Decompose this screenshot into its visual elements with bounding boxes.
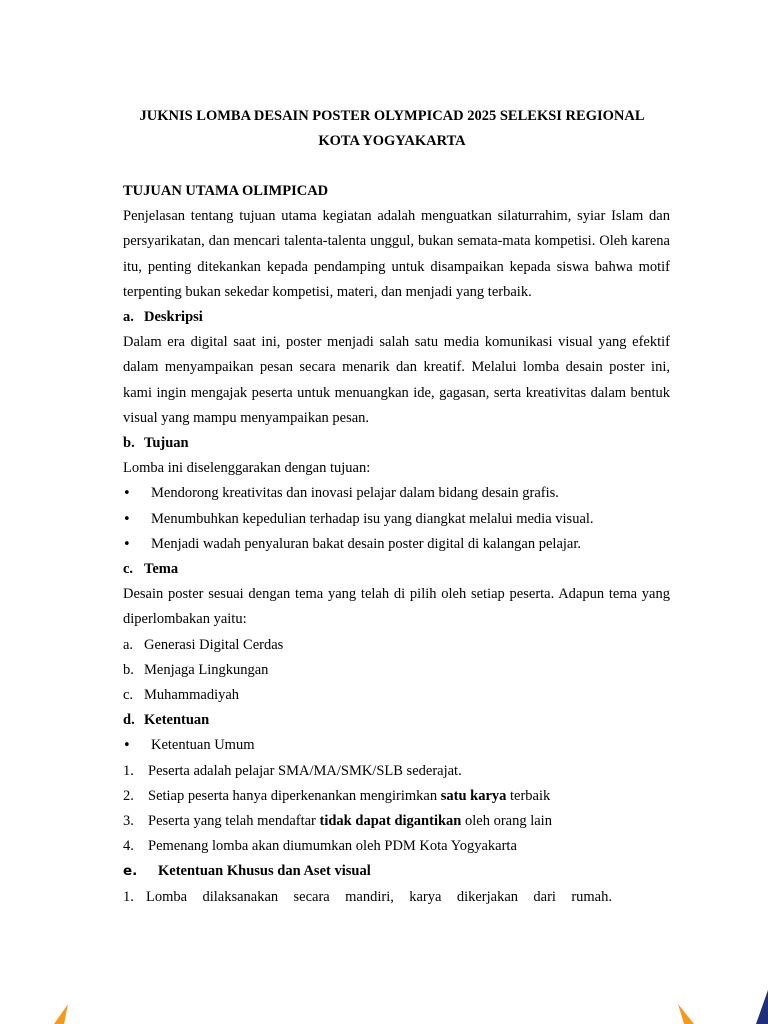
item-number: 2. — [123, 787, 134, 804]
decorative-navy-shape-fill — [756, 990, 768, 1024]
section-heading-deskripsi — [123, 305, 670, 330]
list-item — [123, 633, 670, 658]
section-title: Tujuan — [144, 435, 189, 452]
section-heading-ketentuan — [123, 708, 670, 733]
list-item-text: Menumbuhkan kepedulian terhadap isu yang diangkat melalui media visual. — [151, 510, 594, 527]
document-body — [123, 179, 670, 910]
document-title — [110, 104, 674, 154]
list-item-label: b. — [123, 661, 134, 678]
item-number: 1. — [123, 888, 134, 905]
section-label: a. — [123, 309, 134, 326]
item-text: Lomba dilaksanakan secara mandiri, karya dikerjakan dari rumah. — [146, 888, 612, 905]
decorative-navy-shape — [748, 990, 768, 1024]
item-text — [148, 784, 550, 809]
section-heading-ketentuan-khusus — [123, 859, 670, 884]
item-text — [148, 809, 552, 834]
item-text-part: Pemenang lomba akan diumumkan oleh PDM Kota Yogyakarta — [148, 838, 517, 855]
section-title: Ketentuan Khusus dan Aset visual — [158, 863, 371, 880]
item-text-part: Peserta yang telah mendaftar — [148, 813, 320, 830]
item-text-part: terbaik — [506, 787, 551, 804]
section-title: Tema — [144, 561, 179, 578]
item-number: 1. — [123, 762, 134, 779]
item-number: 3. — [123, 813, 134, 830]
decorative-orange-shape-right — [676, 1004, 696, 1024]
section-heading-tema — [123, 557, 670, 582]
section-label: d. — [123, 712, 135, 729]
section-label: e. — [123, 863, 138, 880]
numbered-item — [123, 834, 670, 859]
list-item-text: Generasi Digital Cerdas — [144, 636, 284, 653]
item-number: 4. — [123, 838, 134, 855]
item-text — [148, 759, 462, 784]
bullet-icon: • — [123, 738, 131, 754]
list-item-label: c. — [123, 687, 134, 704]
list-item — [123, 532, 670, 557]
list-item — [123, 507, 670, 532]
bullet-icon: • — [123, 511, 131, 527]
list-item — [123, 683, 670, 708]
list-item — [123, 658, 670, 683]
subheading-text: Ketentuan Umum — [151, 737, 255, 754]
subheading-ketentuan-umum — [123, 733, 670, 758]
section-title: Deskripsi — [144, 309, 203, 326]
section-label: b. — [123, 435, 135, 452]
item-text-part: oleh orang lain — [461, 813, 552, 830]
section-title: Ketentuan — [144, 712, 210, 729]
item-text-emphasis: satu karya — [440, 787, 507, 804]
numbered-item — [123, 885, 670, 910]
paragraph-tujuan-utama: Penjelasan tentang tujuan utama kegiatan adalah menguatkan silaturrahim, syiar Islam dan persyarikatan, dan mencari talenta-talenta unggul, bukan semata-mata kompetisi. Oleh karena itu, penting ditekankan kepada pendamping untuk disampaikan kepada siswa bahwa motif terpenting bukan sekedar kompetisi, materi, dan menjadi yang terbaik. — [123, 208, 670, 300]
numbered-item — [123, 784, 670, 809]
item-text-emphasis: tidak dapat digantikan — [319, 813, 462, 830]
section-heading-tujuan — [123, 431, 670, 456]
section-label: c. — [123, 561, 134, 578]
list-item-text: Menjadi wadah penyaluran bakat desain poster digital di kalangan pelajar. — [151, 535, 582, 552]
decorative-orange-shape-left-fill — [54, 1004, 68, 1024]
item-text-part: Setiap peserta hanya diperkenankan mengirimkan — [148, 787, 441, 804]
bullet-icon: • — [123, 536, 131, 552]
numbered-item — [123, 809, 670, 834]
list-item-text: Menjaga Lingkungan — [144, 661, 269, 678]
title-line-2: KOTA YOGYAKARTA — [318, 133, 466, 149]
decorative-orange-shape-left — [50, 1004, 70, 1024]
item-text — [148, 834, 517, 859]
list-item-label: a. — [123, 636, 134, 653]
paragraph-deskripsi: Dalam era digital saat ini, poster menjadi salah satu media komunikasi visual yang efektif dalam menyampaikan pesan secara menarik dan kreatif. Melalui lomba desain poster ini, kami ingin mengajak peserta untuk menuangkan ide, gagasan, serta kreativitas dalam bentuk visual yang mampu menyampaikan pesan. — [123, 334, 670, 426]
title-line-1: JUKNIS LOMBA DESAIN POSTER OLYMPICAD 2025 SELEKSI REGIONAL — [139, 108, 645, 124]
numbered-item — [123, 759, 670, 784]
list-item — [123, 481, 670, 506]
item-text-part: Peserta adalah pelajar SMA/MA/SMK/SLB sederajat. — [148, 762, 462, 779]
list-item-text: Mendorong kreativitas dan inovasi pelajar dalam bidang desain grafis. — [151, 485, 559, 502]
paragraph-tujuan-intro: Lomba ini diselenggarakan dengan tujuan: — [123, 460, 371, 477]
list-item-text: Muhammadiyah — [144, 687, 240, 704]
bullet-icon: • — [123, 486, 131, 502]
section-heading-tujuan-utama: TUJUAN UTAMA OLIMPICAD — [123, 183, 329, 199]
paragraph-tema: Desain poster sesuai dengan tema yang telah di pilih oleh setiap peserta. Adapun tema yang diperlombakan yaitu: — [123, 586, 670, 628]
decorative-orange-shape-right-fill — [678, 1004, 694, 1024]
